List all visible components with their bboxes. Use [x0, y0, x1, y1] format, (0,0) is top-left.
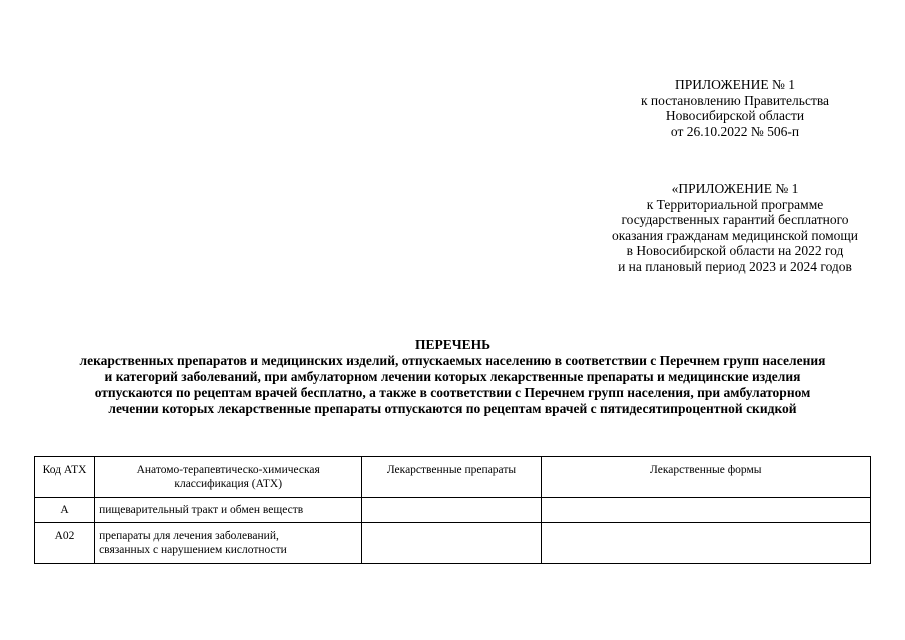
- appendix-reference-line: оказания гражданам медицинской помощи: [611, 227, 859, 243]
- header-atx-code: Код АТХ: [35, 457, 95, 498]
- table-row: [35, 498, 871, 523]
- table-row: [35, 523, 871, 564]
- title-line: и категорий заболеваний, при амбулаторном лечении которых лекарственные препараты и медицинские изделия: [104, 369, 801, 384]
- header-forms: Лекарственные формы: [541, 457, 870, 498]
- classification-line: препараты для лечения заболеваний,: [99, 530, 279, 542]
- header-drugs: Лекарственные препараты: [362, 457, 541, 498]
- appendix-header-line: ПРИЛОЖЕНИЕ № 1: [674, 77, 796, 92]
- appendix-reference: [560, 181, 905, 274]
- title-heading: ПЕРЕЧЕНЬ: [414, 337, 491, 352]
- cell-drugs: [362, 498, 541, 523]
- cell-classification: пищеварительный тракт и обмен веществ: [95, 498, 362, 523]
- cell-atx-code: А: [35, 498, 95, 523]
- classification-line: связанных с нарушением кислотности: [99, 544, 287, 556]
- appendix-reference-line: «ПРИЛОЖЕНИЕ № 1: [671, 181, 799, 196]
- appendix-header-line: Новосибирской области: [665, 108, 805, 123]
- title-line: лекарственных препаратов и медицинских изделий, отпускаемых населению в соответствии с Перечнем групп населения: [79, 353, 826, 368]
- title-line: отпускаются по рецептам врачей бесплатно, а также в соответствии с Перечнем групп населения, при амбулаторном: [94, 385, 811, 400]
- cell-drugs: [362, 523, 541, 564]
- document-title: [20, 337, 885, 417]
- title-line: лечении которых лекарственные препараты отпускаются по рецептам врачей с пятидесятипроцентной скидкой: [108, 401, 797, 416]
- header-atx-classification: Анатомо-терапевтическо-химическая классификация (АТХ): [95, 457, 362, 498]
- cell-forms: [541, 523, 870, 564]
- appendix-header-line: от 26.10.2022 № 506-п: [670, 123, 800, 139]
- appendix-reference-line: государственных гарантий бесплатного: [621, 212, 849, 227]
- cell-classification: [95, 523, 362, 564]
- appendix-header: [560, 77, 905, 139]
- table-header-row: [35, 457, 871, 498]
- cell-forms: [541, 498, 870, 523]
- appendix-reference-line: и на плановый период 2023 и 2024 годов: [618, 258, 852, 274]
- atx-table: [34, 456, 871, 564]
- appendix-reference-line: в Новосибирской области на 2022 год: [626, 243, 844, 258]
- appendix-reference-line: к Территориальной программе: [646, 196, 824, 212]
- appendix-header-line: к постановлению Правительства: [640, 92, 830, 108]
- cell-atx-code: А02: [35, 523, 95, 564]
